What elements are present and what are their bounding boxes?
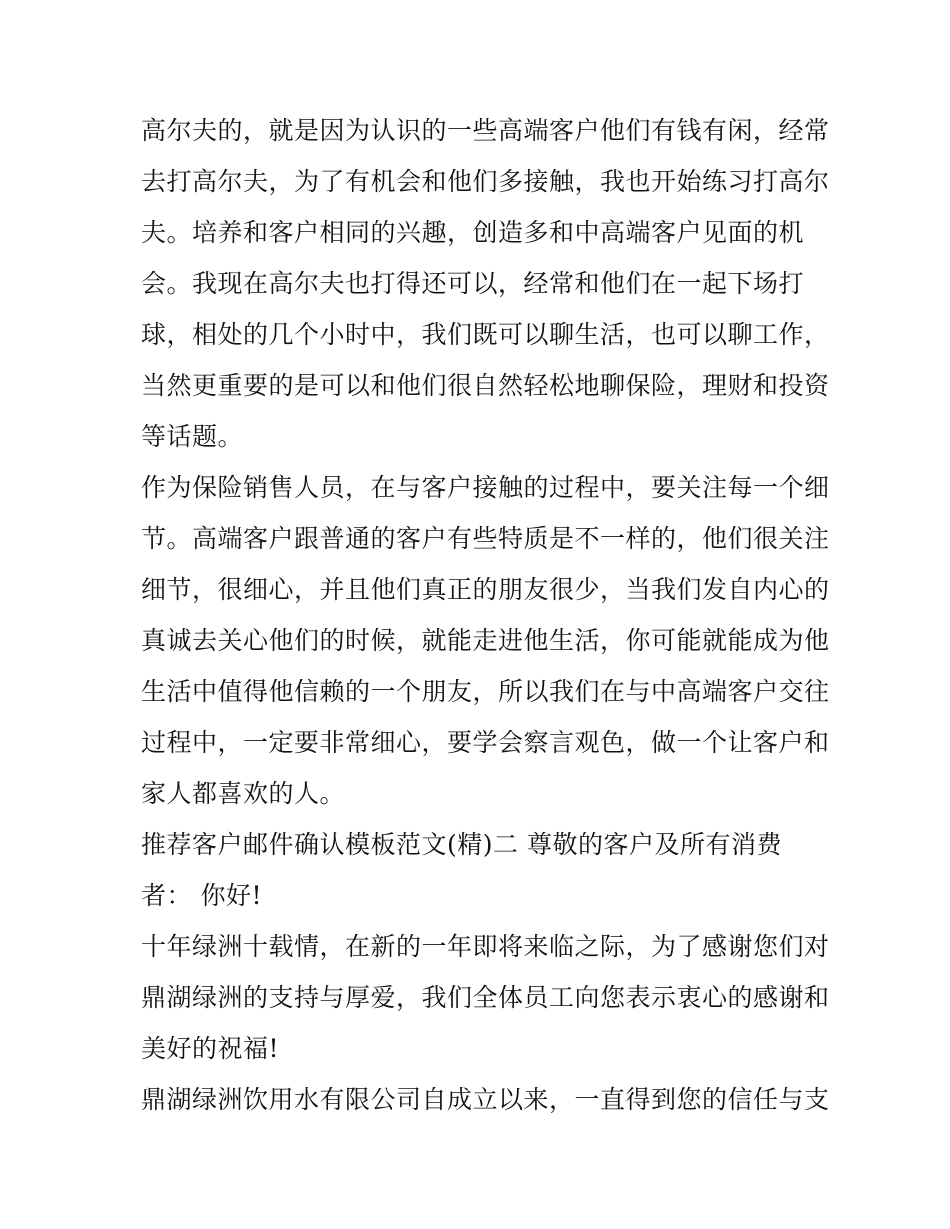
text-line: 过程中，一定要非常细心，要学会察言观色，做一个让客户和: [141, 728, 830, 757]
document-body: [141, 105, 830, 1125]
section-heading-line: 推荐客户邮件确认模板范文(精)二 尊敬的客户及所有消费: [141, 830, 782, 859]
text-line: 球，相处的几个小时中，我们既可以聊生活，也可以聊工作，: [141, 320, 830, 349]
text-line: 等话题。: [141, 422, 244, 451]
text-line: 高尔夫的，就是因为认识的一些高端客户他们有钱有闲，经常: [141, 116, 830, 145]
text-line: 节。高端客户跟普通的客户有些特质是不一样的，他们很关注: [141, 524, 830, 553]
text-line: 十年绿洲十载情，在新的一年即将来临之际，为了感谢您们对: [141, 932, 830, 961]
text-line: 作为保险销售人员，在与客户接触的过程中，要关注每一个细: [141, 473, 830, 502]
text-line: 去打高尔夫，为了有机会和他们多接触，我也开始练习打高尔: [141, 167, 830, 196]
greeting-line: 者： 你好!: [141, 881, 262, 910]
text-line: 当然更重要的是可以和他们很自然轻松地聊保险，理财和投资: [141, 371, 830, 400]
text-line: 会。我现在高尔夫也打得还可以，经常和他们在一起下场打: [141, 269, 805, 298]
text-line: 鼎湖绿洲饮用水有限公司自成立以来，一直得到您的信任与支: [141, 1085, 830, 1114]
text-line: 美好的祝福!: [141, 1034, 280, 1063]
text-line: 夫。培养和客户相同的兴趣，创造多和中高端客户见面的机: [141, 218, 805, 247]
text-line: 生活中值得他信赖的一个朋友，所以我们在与中高端客户交往: [141, 677, 830, 706]
text-line: 细节，很细心，并且他们真正的朋友很少，当我们发自内心的: [141, 575, 830, 604]
text-line: 家人都喜欢的人。: [141, 779, 346, 808]
text-line: 鼎湖绿洲的支持与厚爱，我们全体员工向您表示衷心的感谢和: [141, 983, 830, 1012]
text-line: 真诚去关心他们的时候，就能走进他生活，你可能就能成为他: [141, 626, 830, 655]
